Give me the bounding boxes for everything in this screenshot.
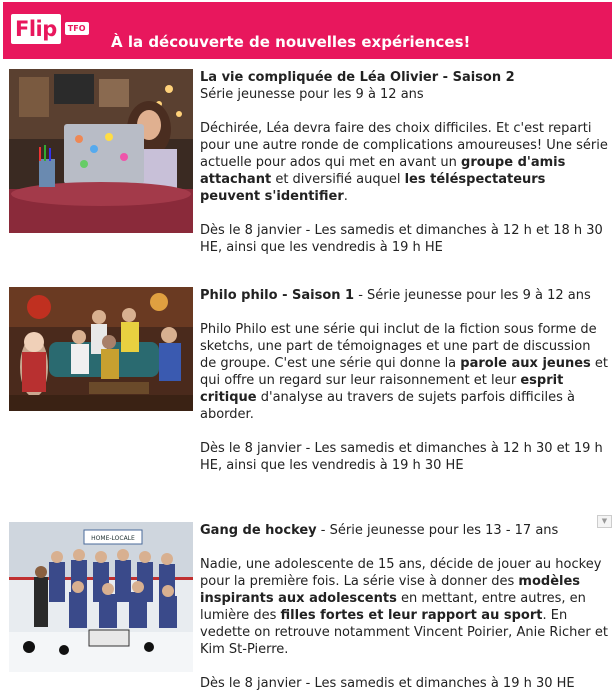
flip-tfo-logo[interactable] — [11, 12, 86, 45]
logo-sub: TFO — [65, 22, 89, 35]
show-title[interactable]: La vie compliquée de Léa Olivier - Saison 2 — [200, 70, 515, 85]
show-thumbnail[interactable] — [9, 522, 193, 672]
show-content — [200, 287, 610, 474]
show-schedule: Dès le 8 janvier - Les samedis et dimanches à 12 h et 18 h 30 HE, ainsi que les vendredis à 19 h HE — [200, 223, 603, 255]
show-schedule: Dès le 8 janvier - Les samedis et dimanches à 12 h 30 et 19 h HE, ainsi que les vendredis à 19 h 30 HE — [200, 441, 603, 473]
show-subtitle: - Série jeunesse pour les 9 à 12 ans — [354, 288, 591, 303]
chevron-down-icon[interactable]: ▼ — [597, 515, 612, 528]
show-content — [200, 69, 610, 256]
show-subtitle: Série jeunesse pour les 9 à 12 ans — [200, 87, 424, 102]
show-title[interactable]: Gang de hockey — [200, 523, 317, 538]
show-schedule: Dès le 8 janvier - Les samedis et dimanches à 19 h 30 HE — [200, 676, 575, 691]
show-subtitle: - Série jeunesse pour les 13 - 17 ans — [316, 523, 559, 538]
rink-sign: HOME-LOCALE — [91, 535, 135, 542]
show-thumbnail[interactable] — [9, 69, 193, 233]
show-description: Déchirée, Léa devra faire des choix difficiles. Et c'est reparti pour une autre ronde de complications amoureuses! Une série actuelle pour ados qui met en avant un groupe d'amis attachant et diversifié auquel les téléspectateurs peuvent s'identifier. — [200, 121, 608, 204]
show-description: Nadie, une adolescente de 15 ans, décide de jouer au hockey pour la première fois. La série vise à donner des modèles inspirants aux adolescents en mettant, entre autres, en lumière des filles fortes et leur rapport au sport. En vedette on retrouve notamment Vincent Poirier, Anie Richer et Kim St-Pierre. — [200, 557, 608, 657]
header-banner — [3, 2, 612, 59]
show-title[interactable]: Philo philo - Saison 1 — [200, 288, 355, 303]
show-description: Philo Philo est une série qui inclut de la fiction sous forme de sketchs, une part de témoignages et une part de discussion de groupe. C'est une série qui donne la parole aux jeunes et qui offre un regard sur leur raisonnement et leur esprit critique d'analyse au travers de sujets parfois difficiles à aborder. — [200, 322, 609, 422]
show-thumbnail[interactable] — [9, 287, 193, 411]
banner-title: À la découverte de nouvelles expériences! — [111, 33, 471, 51]
show-content — [200, 522, 610, 692]
logo-text: Flip — [11, 14, 61, 44]
